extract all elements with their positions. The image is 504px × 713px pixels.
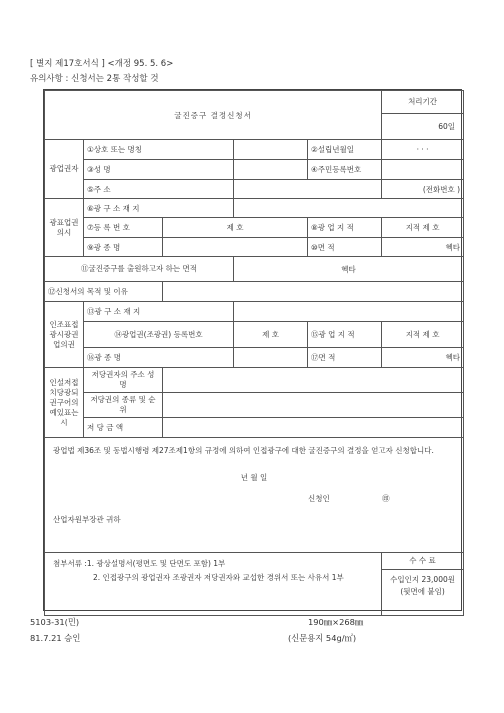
fee-value: 수입인지 23,000원 (뒷면에 붙임) xyxy=(390,575,455,596)
mine-reg-label: ⑦등 록 번 호 xyxy=(84,218,163,238)
recipient: 산업자원부장관 귀하 xyxy=(53,515,121,524)
adj-reg-field[interactable]: 제 호 xyxy=(234,322,308,348)
adj-map-field[interactable]: 지적 제 호 xyxy=(382,322,464,348)
form-reference: [ 별지 제17호서식 ] <개정 95. 5. 6> xyxy=(30,59,174,69)
purpose-label: ⑫신청서의 목적 및 이유 xyxy=(45,282,163,302)
adj-mineral-label: ⑯광 종 명 xyxy=(84,348,234,368)
adj-area-field[interactable]: 헥타 xyxy=(382,348,464,368)
application-form xyxy=(43,89,462,611)
mine-reg-field[interactable]: 제 호 xyxy=(163,218,308,238)
person-name-label: ③성 명 xyxy=(84,160,234,180)
address-label: ⑤주 소 xyxy=(84,180,234,199)
purpose-field[interactable] xyxy=(163,282,464,302)
date-line[interactable]: 년 월 일 xyxy=(240,473,268,482)
resident-number-field[interactable] xyxy=(382,160,464,180)
apply-area-field[interactable]: 헥타 xyxy=(234,257,464,282)
process-period-label: 처리기간 xyxy=(382,91,463,114)
section-mine: 광표업권의시 xyxy=(45,199,84,257)
notice-text: 유의사항 : 신청서는 2통 작성할 것 xyxy=(30,74,159,84)
holder-name-label: ①상호 또는 명칭 xyxy=(84,140,234,160)
attachment-1: 1. 광상설명서(평면도 및 단면도 포함) 1부 xyxy=(86,559,226,568)
mine-area-label: ⑩면 적 xyxy=(308,238,382,257)
holder-name-field[interactable] xyxy=(234,140,308,160)
attachments-label: 첨부서류 : xyxy=(53,559,87,568)
phone-label: (전화번호 ) xyxy=(382,180,464,199)
mortgagee-field[interactable] xyxy=(163,368,464,393)
statement-section xyxy=(45,438,464,553)
attachments xyxy=(45,553,382,616)
adj-location-label: ⑬광 구 소 재 지 xyxy=(84,302,234,322)
mortgage-type-field[interactable] xyxy=(163,393,464,418)
attachment-row-1 xyxy=(53,557,373,571)
mine-mineral-label: ⑨광 종 명 xyxy=(84,238,163,257)
mine-map-label: ⑧광 업 지 적 xyxy=(308,218,382,238)
adj-map-label: ⑮광 업 지 적 xyxy=(308,322,382,348)
founded-label: ②설립년월일 xyxy=(308,140,382,160)
fee-cell xyxy=(382,553,464,616)
adj-area-label: ⑰면 적 xyxy=(308,348,382,368)
mine-location-field[interactable] xyxy=(234,199,464,218)
form-table xyxy=(44,90,464,616)
founded-field[interactable]: · · · xyxy=(382,140,464,160)
form-code: 5103-31(민) xyxy=(30,617,80,627)
adj-mineral-field[interactable] xyxy=(234,348,308,368)
section-mortgage: 인설저접치당광되권구어의예있표는시 xyxy=(45,368,84,438)
attachment-2: 2. 인접광구의 광업권자 조광권자 저당권자와 교섭한 경위서 또는 사유서 1부 xyxy=(93,573,344,582)
mortgage-amount-label: 저 당 금 액 xyxy=(84,418,163,438)
mortgage-type-label: 저당권의 종류 및 순 위 xyxy=(84,393,163,418)
process-period xyxy=(382,91,464,140)
applicant-line xyxy=(53,492,455,505)
section-adjacent: 인조표접광시광권업의권 xyxy=(45,302,84,368)
adj-reg-label: ⑭광업권(조광권) 등록번호 xyxy=(84,322,234,348)
paper-type: (신문용지 54g/㎡) xyxy=(288,633,357,643)
section-holder: 광업권자 xyxy=(45,140,84,199)
mine-location-label: ⑥광 구 소 재 지 xyxy=(84,199,234,218)
mortgage-amount-field[interactable] xyxy=(163,418,464,438)
applicant-label: 신청인 xyxy=(308,494,330,503)
adj-location-field[interactable] xyxy=(234,302,464,322)
mine-area-field[interactable]: 헥타 xyxy=(382,238,464,257)
paper-size: 190㎜×268㎜ xyxy=(308,617,364,627)
form-title: 굴진증구 결정신청서 xyxy=(45,91,382,140)
fee-label: 수 수 료 xyxy=(382,553,463,570)
mine-mineral-field[interactable] xyxy=(163,238,308,257)
approval-date: 81.7.21 승인 xyxy=(30,633,81,643)
apply-area-label: ⑪굴진증구를 출원하고자 하는 면적 xyxy=(45,257,234,282)
address-field[interactable] xyxy=(234,180,382,199)
person-name-field[interactable] xyxy=(234,160,308,180)
resident-number-label: ④주민등록번호 xyxy=(308,160,382,180)
statement-text: 광업법 제36조 및 동법시행령 제27조제1항의 규정에 의하여 인접광구에 대한 굴진증구의 결정을 얻고자 신청합니다. xyxy=(53,446,434,455)
mine-map-field[interactable]: 지적 제 호 xyxy=(382,218,464,238)
mortgagee-label: 저당권자의 주소 성 명 xyxy=(84,368,163,393)
seal-mark: ㊞ xyxy=(382,494,390,503)
process-period-value: 60일 xyxy=(438,122,456,131)
